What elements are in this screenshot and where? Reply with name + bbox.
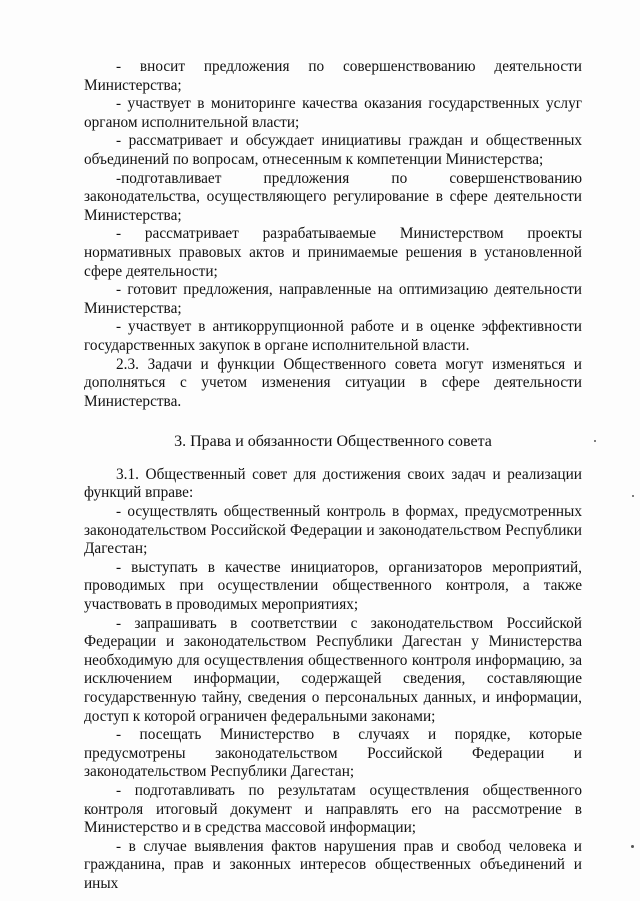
paragraph: - готовит предложения, направленные на оптимизацию деятельности Министерства; — [84, 281, 582, 317]
paragraph: - рассматривает и обсуждает инициативы граждан и общественных объединений по вопросам, отнесенным к компетенции Министерства; — [84, 132, 582, 168]
paragraph: - выступать в качестве инициаторов, организаторов мероприятий, проводимых при осуществлении общественного контроля, а также участвовать в проводимых мероприятиях; — [84, 558, 582, 614]
scan-speck — [594, 440, 596, 442]
document-body — [84, 58, 582, 894]
paragraph: - участвует в мониторинге качества оказания государственных услуг органом исполнительной власти; — [84, 95, 582, 131]
paragraph: - подготавливать по результатам осуществления общественного контроля итоговый документ и направлять его на рассмотрение в Министерство и в средства массовой информации; — [84, 781, 582, 837]
paragraph: - вносит предложения по совершенствованию деятельности Министерства; — [84, 58, 582, 94]
scan-speck — [631, 845, 634, 848]
paragraph: - осуществлять общественный контроль в формах, предусмотренных законодательством Российской Федерации и законодательством Республики Дагестан; — [84, 503, 582, 558]
paragraph: - посещать Министерство в случаях и порядке, которые предусмотрены законодательством Российской Федерации и законодательством Республики Дагестан; — [84, 726, 582, 781]
scan-speck — [632, 495, 634, 497]
paragraph: 2.3. Задачи и функции Общественного совета могут изменяться и дополняться с учетом изменения ситуации в сфере деятельности Министерства. — [84, 355, 582, 410]
paragraph: - запрашивать в соответствии с законодательством Российской Федерации и законодательством Республики Дагестан у Министерства необходимую для осуществления общественного контроля информацию, за исключением информации, содержащей сведения, составляющие государственную тайну, сведения о персональных данных, и информации, доступ к которой ограничен федеральными законами; — [84, 614, 582, 725]
section-heading: 3. Права и обязанности Общественного совета — [174, 433, 492, 451]
paragraph: 3.1. Общественный совет для достижения своих задач и реализации функций вправе: — [84, 465, 582, 502]
paragraph: - рассматривает разрабатываемые Министерством проекты нормативных правовых актов и принимаемые решения в установленной сфере деятельности; — [84, 225, 582, 280]
paragraph: - в случае выявления фактов нарушения прав и свобод человека и гражданина, прав и законных интересов общественных объединений и иных — [84, 837, 582, 892]
paragraph: - участвует в антикоррупционной работе и в оценке эффективности государственных закупок в органе исполнительной власти. — [84, 318, 582, 354]
paragraph: -подготавливает предложения по совершенствованию законодательства, осуществляющего регулирование в сфере деятельности Министерства; — [84, 169, 582, 224]
